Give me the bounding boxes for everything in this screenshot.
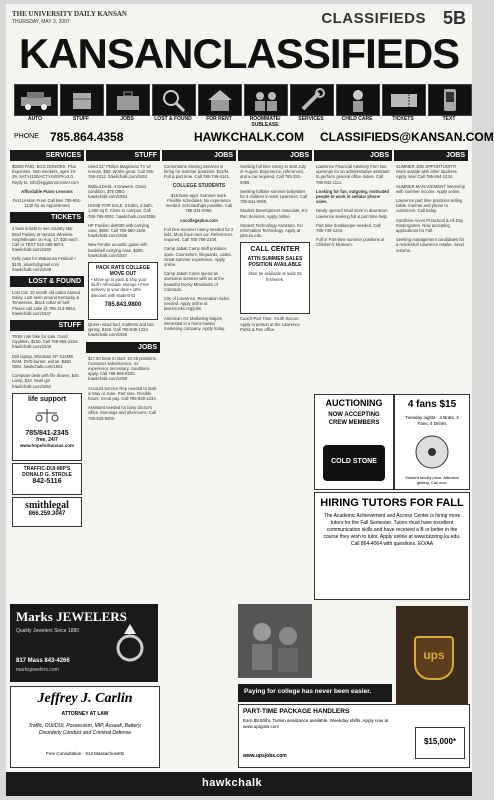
classified-ad: Dell laptop, Windows XP, 512MB RAM, DVD burner, extras. $450 OBO. hawkchalk.com/1551	[12, 353, 73, 370]
ring-icon	[110, 618, 150, 666]
section-head-tickets: TICKETS	[10, 212, 84, 223]
pay-amount: $15,000*	[423, 737, 457, 746]
ad-text: The Academic Achievement and Access Center is hiring more tutors for the Fall Semester. Tutors must have excellent communication skills and have received a B or better in the course they wish to tutor. Apply online at www.tutoring.ku.edu. Call 864-4064 with questions. EO/AA	[323, 513, 461, 547]
classified-ad: Seeking fulltime summer babysitter for 3 children in west Lawrence. Call 785-841-0099.	[240, 188, 308, 205]
ad-url[interactable]: cocollegeplus.com	[180, 217, 218, 223]
contact-bar	[14, 130, 494, 146]
classified-ad: HP Pavilion dv6000 with carrying case, $800. Call 785-550-1189. hawkchalk.com/1556	[88, 222, 150, 239]
classified-ad: 2 lawn tickets to see country star Brad Paisley at Verizon Wireless Amphitheater on Aug. 17. $30 each. Call or TEXT 816-365-8674. hawkchalk.com/1550	[12, 226, 79, 253]
four-fans-ad	[394, 394, 470, 490]
ad-title: COLLEGE STUDENTS	[172, 182, 226, 189]
ad-phone: 866.259.3047	[28, 510, 66, 517]
column-4	[238, 150, 312, 602]
classified-ad: Newly opened retail store in downtown Lawrence seeking full & part time help.	[316, 208, 388, 219]
ups-shield-icon	[414, 636, 454, 680]
classified-ad: Kelly pass for Wakarusa Festival + $135. jslumb@gmail.com hawkchalk.com/1548	[12, 256, 77, 272]
classifieds-page	[6, 4, 494, 796]
pack-rats-ad	[88, 262, 158, 320]
section-head-jobs: JOBS	[238, 150, 312, 161]
classified-ad: Queen sized bed, mattress and box spring, $150. Call 785-838-1234. hawkchalk.com/1558	[88, 322, 155, 338]
footer-logo: hawkchalk	[202, 777, 263, 789]
ups-tagline-bar	[238, 684, 392, 702]
ad-title: AUCTIONING	[325, 398, 383, 408]
classified-ad: Assistant needed for busy doctor's office. Mornings and afternoons. Call 785-843-5000.	[88, 405, 157, 421]
classified-ad: Computer desk with file drawer, $40. Lamp, $10. Must go! hawkchalk.com/1552	[12, 373, 80, 389]
category-label: ROOMMATE/ SUBLEASE	[249, 116, 281, 128]
ad-title: Affordable Piano Lessons	[21, 188, 73, 194]
classified-ad: Lawrence part time positions selling cable, internet and phone to customers. Call today.	[396, 198, 463, 214]
section-label: CLASSIFIEDS	[321, 10, 426, 27]
ad-title: PACK RATS COLLEGE MOVE OUT	[96, 265, 150, 278]
issue-date: THURSDAY, MAY 3, 2007	[12, 19, 70, 25]
ad-text: • Move up to pack & ship your stuff • Affordable storage • Free delivery to your door • 10% discount with student ID	[91, 277, 149, 298]
classified-ad: TREK mtn bike for sale. Good condition. $150. Call 785-865-1234. hawkchalk.com/1549	[12, 334, 79, 350]
classified-ad: Coach-Part Time. Youth Soccer. Apply in person at the Lawrence Parks & Rec office.	[240, 316, 300, 332]
ad-text: ATTN SUMMER SALES POSITION AVAILABLE	[247, 256, 303, 269]
smithlegal-ad	[12, 497, 82, 527]
category-label: AUTO	[27, 116, 43, 122]
ad-subtitle: Must be available at least 25 hrs/week.	[248, 271, 302, 282]
page-number: 5B	[442, 8, 466, 28]
classified-ad: SUMMER MANAGEMENT internship with summer income. Apply online.	[396, 183, 466, 194]
section-head-jobs: JOBS	[162, 150, 236, 161]
ad-subtitle: NOW ACCEPTING CREW MEMBERS	[328, 412, 380, 426]
classified-ad: Full or Part-time summer positions at Children's Museum.	[316, 237, 385, 248]
wrench-icon	[290, 84, 334, 116]
pay-badge	[415, 727, 465, 759]
ad-title: life support	[27, 395, 67, 403]
masthead: KANSANCLASSIFIEDS	[18, 30, 460, 77]
hiring-tutors-ad	[314, 492, 470, 600]
ad-url[interactable]: www.hopeforkansas.com	[19, 442, 75, 448]
classified-ad: Walnut Desk. 4 Drawers. Great condition. $75 OBO. hawkchalk.com/1554	[88, 183, 146, 200]
page-header	[12, 8, 466, 32]
phone-label: PHONE	[14, 133, 39, 140]
classified-ad: $5000 PAID. EGG DONORS. Plus Expenses. Non-smokers, ages 19-29, SAT>1100/ACT>24/GPA>3.0. Reply to: info@eggdonorcenter.com	[12, 164, 79, 185]
ad-attorney: DONALD G. STROLE	[22, 471, 72, 478]
call-center-photo	[238, 604, 312, 678]
brand-name: COLD STONE	[331, 458, 377, 465]
briefcase-icon	[106, 84, 150, 116]
classified-ad: Lost Cat: 10 month old calico named Daisy. Last seen around Kentucky & Tennessee. Black collar w/ bell. Please call Jake @ 785-313-5554. hawkchalk.com/1547	[12, 290, 80, 316]
ad-text: Earn $8.50/hr. Tuition assistance available. Weekday shifts. Apply now at www.upsjobs.com	[243, 718, 389, 729]
section-head-jobs: JOBS	[86, 342, 160, 353]
classified-ad: Used 21" Philips Magnavox TV w/ remote, $50. Works great. Call 785-766-4312. hawkchalk.com/1553	[88, 164, 155, 180]
ups-logo-panel	[396, 606, 468, 704]
ad-phone: 842-5116	[32, 477, 62, 485]
category-label: SERVICES	[298, 116, 324, 122]
phone-icon	[428, 84, 472, 116]
footer-bar	[6, 772, 472, 796]
classified-ad: Seeking management candidates for a residential Lawrence retailer. Send resume.	[396, 237, 465, 253]
classified-ad: Seeking full time nanny to start July or August. Experience, references, and a car required. Call 785-331-0099.	[240, 164, 306, 185]
classified-ad: Cornerstone Moving Services is hiring for summer positions. $12/hr. Full & part time. Call 785-749-4141.	[164, 164, 231, 180]
section-head-lost-found: LOST & FOUND	[10, 276, 84, 287]
ad-url[interactable]: marksjewelers.com	[16, 667, 59, 673]
category-label: LOST & FOUND	[154, 116, 192, 122]
classified-ad: Looking for fun, outgoing, motivated people to work in cellular phone sales.	[316, 188, 390, 205]
column-2	[86, 150, 160, 602]
ad-title: PART-TIME PACKAGE HANDLERS	[243, 708, 350, 715]
classified-ad: Sunshine Acres Preschool & All Day Kindergarten. Now accepting applications for Fall.	[396, 217, 464, 234]
classified-ad: American AG Marketing Majors interested in a home-based marketing company. Apply today.	[164, 315, 226, 332]
section-head-stuff: STUFF	[10, 320, 84, 331]
category-label: JOBS	[120, 116, 134, 122]
house-icon	[198, 84, 242, 116]
ups-logo: ups	[423, 648, 445, 662]
classified-ad: First Lesson Free! Call Ben 785-691-1140 for an Appointment	[12, 198, 82, 209]
scale-icon	[13, 407, 81, 430]
ad-title: Marks JEWELERS	[16, 609, 127, 624]
classified-ad: Lawrence Financial Advisory Firm has openings for an administrative assistant to perform general office duties. Call 785-842-1111.	[316, 164, 390, 185]
ad-subtitle: Quality Jewelers Since 1880	[16, 628, 80, 634]
ad-title: 4 fans $15	[407, 399, 457, 410]
column-5	[314, 150, 392, 390]
ad-title: HIRING TUTORS FOR FALL	[320, 497, 464, 509]
ad-phone: 817 Mass 843-4266	[16, 658, 70, 664]
classified-ad: Part time bookkeeper needed. Call 785-749-1234.	[316, 222, 381, 234]
classified-ad: $15 base-appt. Summer work. Flexible schedules. No experience needed. Scholarships possible. Call 785-331-0086.	[165, 192, 233, 214]
category-label: TICKETS	[392, 116, 414, 122]
classified-ad: Camp Jabel! Come spend an awesome summer with us at the beautiful Rocky Mountains of Colorado.	[164, 271, 225, 292]
people-icon	[244, 84, 288, 116]
classified-ad: HOME FOR SALE. 3 bdrm, 2 bath, 1,500 sq ft. Close to campus. Call 785-766-0001. hawkchalk.com/1555	[88, 203, 156, 219]
section-head-stuff: STUFF	[86, 150, 160, 161]
category-label: TEXT	[442, 116, 456, 122]
cold-stone-ad	[314, 394, 394, 490]
fan-icon	[413, 433, 451, 471]
carlin-attorney-ad	[10, 686, 160, 768]
classified-ad: Account Service Rep needed to start in May or June. Part time. Flexible hours. Great pay. Call 785-838-1234.	[88, 385, 157, 402]
category-label: FOR RENT	[206, 116, 232, 122]
ad-subtitle: Tuesday nights · 4 Brats, 4 Fans, 4 Drinks	[405, 415, 459, 426]
ad-phone: 785.843.9800	[104, 301, 142, 308]
car-icon	[14, 84, 58, 116]
ad-text: Student faculty price. Attention getting. Call now.	[404, 475, 460, 485]
category-label: CHILD CARE	[341, 116, 373, 122]
ad-url[interactable]: www.upsjobs.com	[243, 753, 287, 759]
classified-ad: New Fender acoustic guitar with hardshell carrying case. $200. hawkchalk.com/1557	[88, 242, 148, 258]
email-link[interactable]: CLASSIFIEDS@KANSAN.COM	[320, 130, 494, 144]
part-time-package-ad	[238, 704, 470, 768]
classified-ad: $17.50 base to start. 10-25 positions. Customer sales/service, no experience necessary, conditions apply. Call 785-865-8200. hawkchalk.com/1559	[88, 355, 157, 382]
classified-ad: SUMMER JOB OPPORTUNITY! Work outside with other students. Apply now! Call 785-864-1234.	[396, 164, 458, 180]
ad-phone: 785/841-2345	[25, 429, 69, 437]
section-head-jobs: JOBS	[394, 150, 468, 161]
website-link[interactable]: HAWKCHALK.COM	[194, 130, 304, 144]
ad-title: CALL CENTER	[250, 246, 300, 254]
column-6	[394, 150, 468, 390]
cold-stone-logo	[323, 445, 385, 481]
section-head-services: SERVICES	[10, 150, 84, 161]
column-3	[162, 150, 236, 602]
child-icon	[336, 84, 380, 116]
ad-title: TRAFFIC-DUI-MIP'S	[23, 465, 71, 472]
category-label: STUFF	[72, 116, 90, 122]
ad-title: Jeffrey J. Carlin	[37, 691, 133, 706]
ticket-icon	[382, 84, 426, 116]
section-head-jobs: JOBS	[314, 150, 392, 161]
magnifier-icon	[152, 84, 196, 116]
ad-subtitle: free, 24/7	[36, 436, 58, 443]
classified-ad: Full time summer nanny needed for 2 kids. Must have own car. References required. Call 785-766-2100.	[164, 226, 234, 243]
classified-ad: Student Development Associate, KU Rec Services. Apply online.	[240, 208, 308, 219]
ad-title: smithlegal	[25, 499, 69, 511]
paper-name: THE UNIVERSITY DAILY KANSAN	[12, 10, 127, 18]
phone-number: 785.864.4358	[50, 130, 124, 144]
marks-jewelers-ad	[10, 604, 158, 682]
call-center-ad	[240, 242, 310, 314]
ad-tagline: Paying for college has never been easier.	[244, 688, 372, 695]
classified-ad: Camp Jabal! Camp staff positions open. Counselors, lifeguards, cooks. Great summer experience. Apply online.	[164, 246, 232, 268]
classified-ad: Student Technology Assistant. KU Information Technology. Apply at jobs.ku.edu.	[240, 222, 303, 239]
ad-footer: Free Consultation · 814 Massachusetts	[45, 751, 125, 756]
category-icon-strip	[14, 84, 464, 128]
ad-subtitle: ATTORNEY AT LAW	[61, 711, 109, 717]
box-icon	[60, 84, 104, 116]
classified-ad: City of Lawrence. Recreation Aides needed. Apply online at lawrenceks.org/jobs.	[164, 296, 230, 312]
traffic-dui-ad	[12, 463, 82, 495]
ad-text: Traffic, DUI/DUI, Possession, MIP, Assault, Battery, Disorderly Conduct and Criminal Defense	[28, 723, 142, 736]
life-support-ad	[12, 393, 82, 461]
